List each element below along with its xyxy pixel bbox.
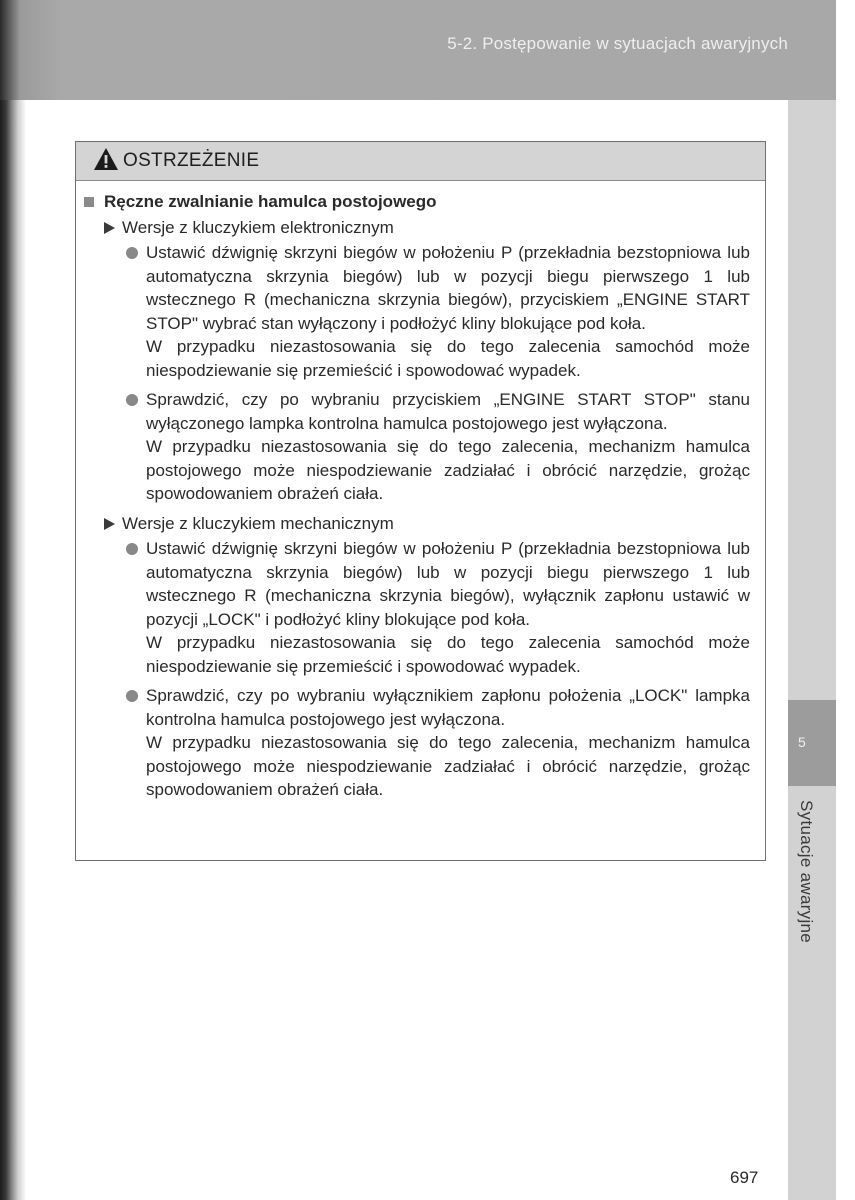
warning-content [84,190,750,808]
instruction-text: Ustawić dźwignię skrzyni biegów w położeniu P (przekładnia bezstopniowa lub automatyczna skrzynia biegów) lub w pozycji biegu pierwszego 1 lub wstecznego R (mechaniczna skrzynia biegów), przyciskiem „ENGINE START STOP" wybrać stan wyłączony i podłożyć kliny blokujące pod koła. [146,243,750,333]
warning-header [76,142,765,181]
warning-triangle-icon [93,147,119,171]
triangle-bullet-icon [104,222,115,234]
version-label: Wersje z kluczykiem mechanicznym [122,513,394,533]
chapter-tab [788,700,836,786]
header-band [0,0,836,100]
list-item [84,241,750,382]
page-number: 697 [730,1168,759,1187]
dot-bullet-icon [126,394,138,406]
instruction-note: W przypadku niezastosowania się do tego zalecenia, mechanizm hamulca postojowego może niespodziewanie zadziałać i obrócić narzędzie, grożąc spowodowaniem obrażeń ciała. [146,437,750,503]
instruction-text: Sprawdzić, czy po wybraniu przyciskiem „ENGINE START STOP" stanu wyłączonego lampka kontrolna hamulca postojowego jest wyłączona. [146,390,750,433]
page-binding-shadow [0,0,26,1200]
dot-bullet-icon [126,543,138,555]
side-thumb-strip [788,100,836,1200]
dot-bullet-icon [126,247,138,259]
instruction-note: W przypadku niezastosowania się do tego zalecenia, mechanizm hamulca postojowego może niespodziewanie zadziałać i obrócić narzędzie, grożąc spowodowaniem obrażeń ciała. [146,733,750,799]
chapter-number: 5 [798,734,806,750]
list-item [84,537,750,678]
instruction-text: Ustawić dźwignię skrzyni biegów w położeniu P (przekładnia bezstopniowa lub automatyczna skrzynia biegów) lub w pozycji biegu pierwszego 1 lub wstecznego R (mechaniczna skrzynia biegów), wyłącznik zapłonu ustawić w pozycji „LOCK" i podłożyć kliny blokujące pod koła. [146,539,750,629]
section-heading [84,190,750,214]
instruction-note: W przypadku niezastosowania się do tego zalecenia samochód może niespodziewanie się przemieścić i spowodować wypadek. [146,337,750,380]
dot-bullet-icon [126,690,138,702]
chapter-title: Sytuacje awaryjne [797,800,816,944]
version-electronic-key [84,216,750,240]
square-bullet-icon [84,197,94,207]
instruction-text: Sprawdzić, czy po wybraniu wyłącznikiem zapłonu położenia „LOCK" lampka kontrolna hamulca postojowego jest wyłączona. [146,686,750,729]
version-label: Wersje z kluczykiem elektronicznym [122,217,394,237]
version-mechanical-key [84,512,750,536]
list-item [84,684,750,802]
instruction-note: W przypadku niezastosowania się do tego zalecenia samochód może niespodziewanie się przemieścić i spowodować wypadek. [146,633,750,676]
triangle-bullet-icon [104,518,115,530]
section-title: 5-2. Postępowanie w sytuacjach awaryjnych [447,34,788,53]
section-heading-text: Ręczne zwalnianie hamulca postojowego [104,192,437,211]
list-item [84,388,750,506]
warning-title: OSTRZEŻENIE [123,150,260,171]
